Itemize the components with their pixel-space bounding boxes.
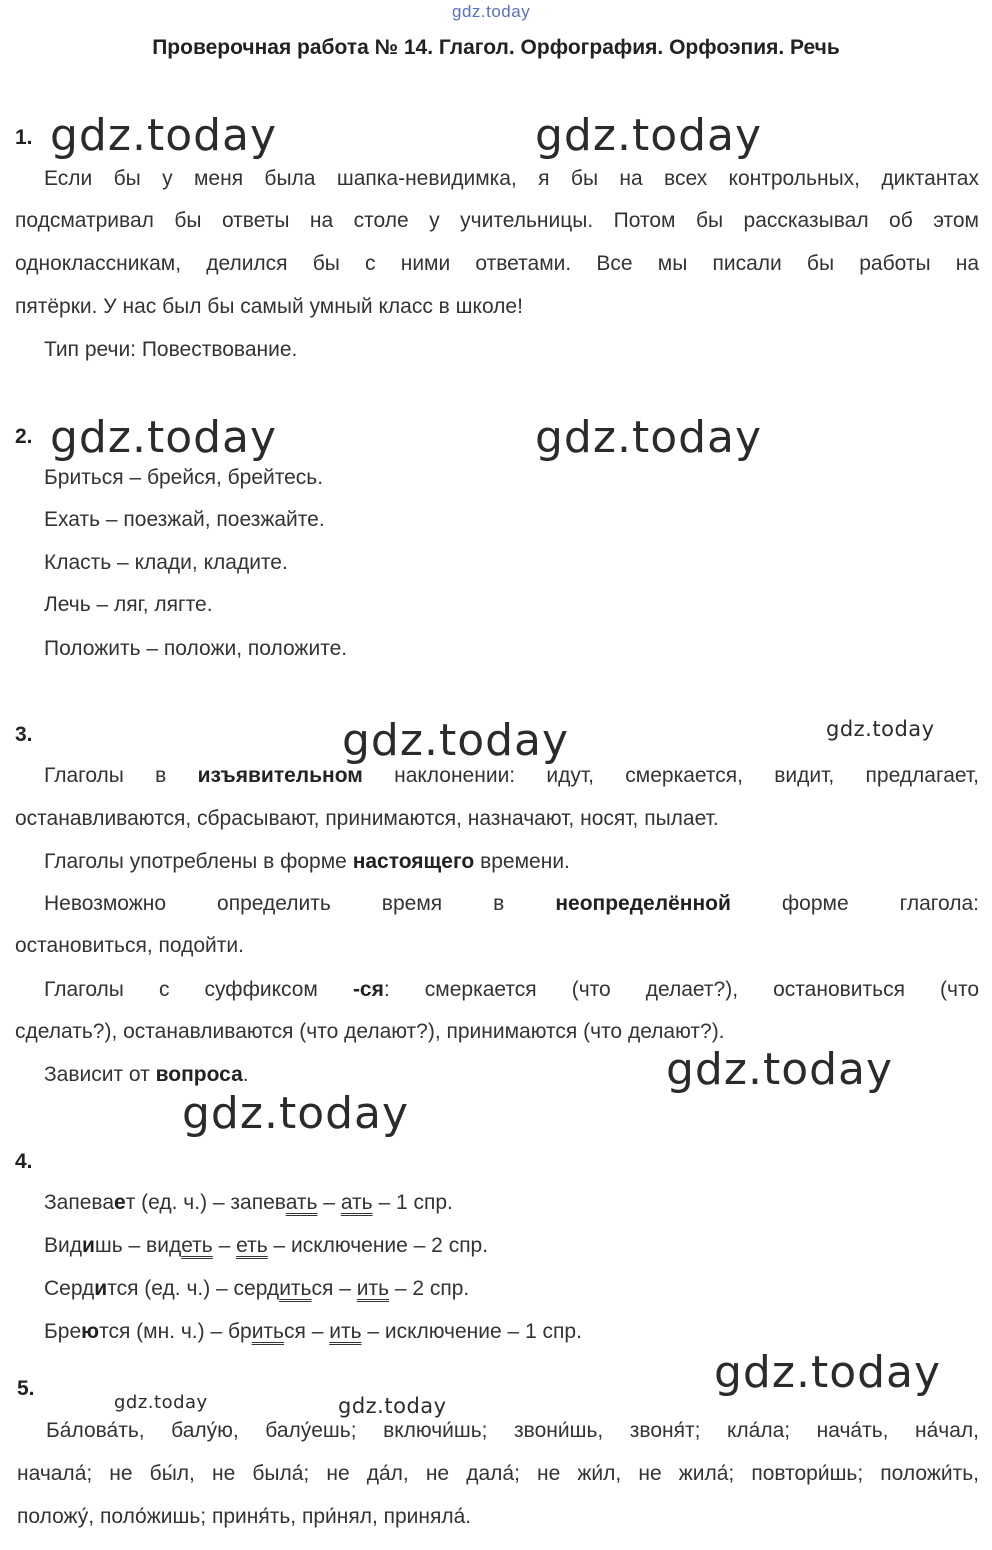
- task-1-speech-type: Тип речи: Повествование.: [44, 338, 298, 361]
- task-3-paragraph-3-cont: остановиться, подойти.: [15, 934, 244, 957]
- task-2-line: Ехать – поезжай, поезжайте.: [44, 508, 325, 531]
- task-4-number: 4.: [15, 1150, 33, 1173]
- task-1-line: Если бы у меня была шапка-невидимка, я бы на всех контрольных, диктантах: [44, 167, 979, 190]
- watermark: gdz.today: [535, 412, 763, 463]
- task-3-paragraph-1: Глаголы в изъявительном наклонении: идут, смеркается, видит, предлагает,: [44, 764, 979, 787]
- watermark: gdz.today: [342, 715, 570, 766]
- task-2-line: Положить – положи, положите.: [44, 637, 348, 660]
- task-5-line: Ба́лова́ть, балу́ю, балу́ешь; включи́шь; звони́шь, звоня́т; кла́ла; нача́ть, на́чал,: [46, 1419, 979, 1442]
- task-1-line: пятёрки. У нас был бы самый умный класс в школе!: [15, 295, 523, 318]
- task-1-number: 1.: [15, 126, 33, 149]
- task-3-paragraph-4: Глаголы с суффиксом -ся: смеркается (что делает?), остановиться (что: [44, 978, 980, 1001]
- task-5-number: 5.: [17, 1377, 35, 1400]
- watermark: gdz.today: [182, 1088, 410, 1139]
- task-5-line: начала́; не бы́л, не была́; не да́л, не дала́; не жи́л, не жила́; повтори́шь; положи́ть,: [17, 1462, 979, 1485]
- task-3-paragraph-2: Глаголы употреблены в форме настоящего времени.: [44, 850, 570, 873]
- task-4-row: Запевает (ед. ч.) – запевать – ать – 1 спр.: [44, 1191, 453, 1214]
- task-3-paragraph-4-cont: сделать?), останавливаются (что делают?), принимаются (что делают?).: [15, 1020, 725, 1043]
- watermark: gdz.today: [826, 717, 935, 741]
- watermark: gdz.today: [50, 412, 278, 463]
- task-4-row: Бреются (мн. ч.) – бриться – ить – исключение – 1 спр.: [44, 1320, 582, 1343]
- task-2-number: 2.: [15, 425, 33, 448]
- task-1-line: подсматривал бы ответы на столе у учительницы. Потом бы рассказывал об этом: [15, 209, 979, 232]
- watermark: gdz.today: [666, 1044, 894, 1095]
- task-4-row: Видишь – видеть – еть – исключение – 2 спр.: [44, 1234, 489, 1257]
- page-title: Проверочная работа № 14. Глагол. Орфография. Орфоэпия. Речь: [152, 36, 840, 59]
- task-3-paragraph-1-cont: останавливаются, сбрасывают, принимаются, назначают, носят, пылает.: [15, 807, 719, 830]
- task-2-line: Бриться – брейся, брейтесь.: [44, 466, 324, 489]
- watermark: gdz.today: [50, 110, 278, 161]
- task-2-line: Лечь – ляг, лягте.: [44, 593, 213, 616]
- task-2-line: Класть – клади, кладите.: [44, 551, 288, 574]
- header-watermark: gdz.today: [452, 2, 531, 21]
- task-1-line: одноклассникам, делился бы с ними ответами. Все мы писали бы работы на: [15, 252, 979, 275]
- task-3-paragraph-5: Зависит от вопроса.: [44, 1063, 249, 1086]
- watermark: gdz.today: [338, 1394, 447, 1418]
- watermark: gdz.today: [114, 1392, 208, 1413]
- watermark: gdz.today: [535, 110, 763, 161]
- task-3-paragraph-3: Невозможно определить время в неопределённой форме глагола:: [44, 892, 979, 915]
- watermark: gdz.today: [714, 1347, 942, 1398]
- task-5-line: положу́, поло́жишь; приня́ть, при́нял, приняла́.: [17, 1505, 472, 1528]
- task-4-row: Сердится (ед. ч.) – сердиться – ить – 2 спр.: [44, 1277, 470, 1300]
- task-3-number: 3.: [15, 723, 33, 746]
